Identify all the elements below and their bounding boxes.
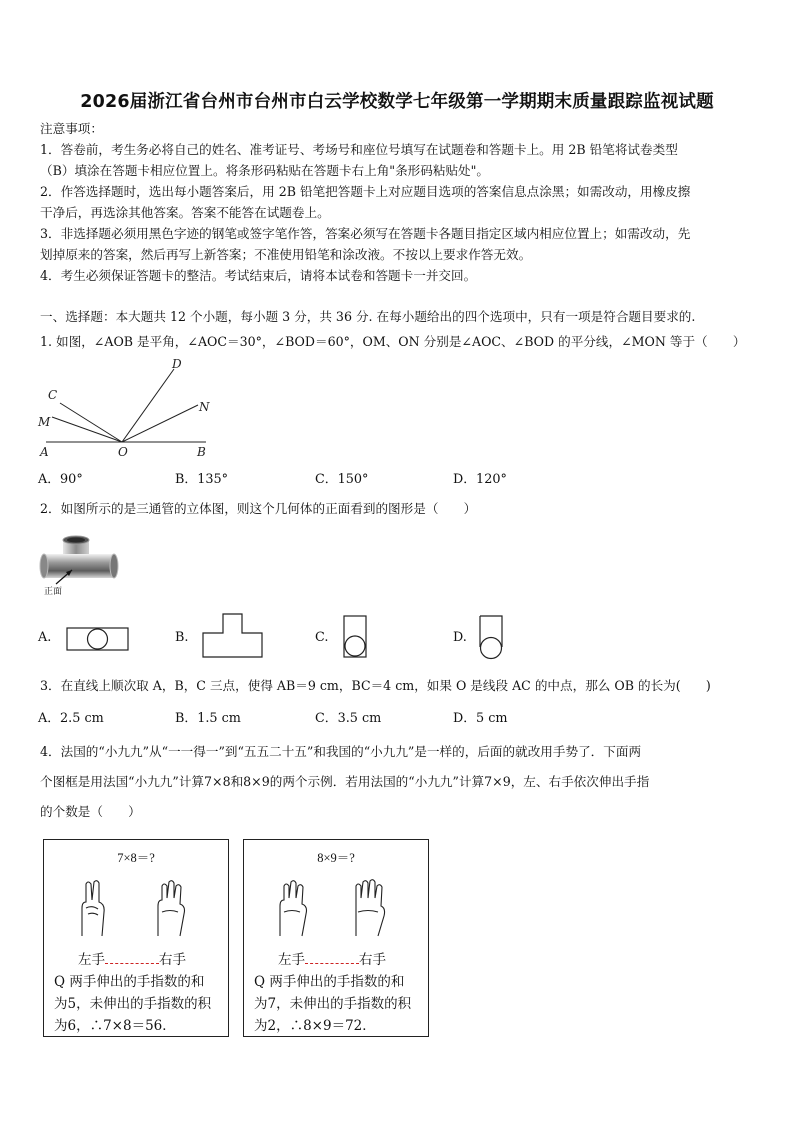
- left-hand-label: 左手: [78, 952, 105, 968]
- left-hand-label: 左手: [278, 952, 305, 968]
- question-2-stem: 2．如图所示的是三通管的立体图，则这个几何体的正面看到的图形是（ ）: [40, 501, 477, 516]
- notice-line: 干净后，再选涂其他答案。答案不能答在试题卷上。: [40, 205, 330, 220]
- question-4-line: 的个数是（ ）: [40, 804, 141, 819]
- box-equation: 7×8＝?: [117, 851, 155, 865]
- option-d-figure: [477, 614, 507, 662]
- question-4-line: 个图框是用法国“小九九”计算7×8和8×9的两个示例．若用法国的“小九九”计算7×9，左、右手依次伸出手指: [40, 774, 650, 789]
- q2-option-a[interactable]: A.: [38, 630, 52, 645]
- notice-line: 划掉原来的答案，然后再写上新答案；不准使用铅笔和涂改液。不按以上要求作答无效。: [40, 247, 532, 262]
- question-1-stem: 1. 如图，∠AOB 是平角，∠AOC＝30°，∠BOD＝60°，OM、ON 分别是∠AOC、∠BOD 的平分线，∠MON 等于（ ）: [40, 334, 746, 349]
- q1-option-a[interactable]: A．90°: [38, 472, 83, 487]
- box-text-line: Q 两手伸出的手指数的和: [254, 974, 405, 990]
- label-M: M: [38, 415, 51, 429]
- q1-option-b[interactable]: B．135°: [175, 472, 229, 487]
- q2-option-d[interactable]: D.: [453, 630, 467, 645]
- notice-heading: 注意事项：: [40, 121, 103, 136]
- box-text-line: 为2，∴8×9＝72．: [254, 1018, 376, 1034]
- q3-option-d[interactable]: D．5 cm: [453, 711, 508, 726]
- example-box-1: [43, 839, 229, 1037]
- label-B: B: [197, 445, 206, 459]
- page-title: 2026届浙江省台州市台州市白云学校数学七年级第一学期期末质量跟踪监视试题: [80, 92, 714, 112]
- q1-option-c[interactable]: C．150°: [315, 472, 369, 487]
- q1-option-d[interactable]: D．120°: [453, 472, 507, 487]
- q3-option-c[interactable]: C．3.5 cm: [315, 711, 382, 726]
- label-C: C: [48, 388, 58, 402]
- notice-line: （B）填涂在答题卡相应位置上。将条形码粘贴在答题卡右上角"条形码粘贴处"。: [40, 163, 490, 178]
- right-hand-label: 右手: [359, 952, 386, 968]
- option-b-figure: [201, 612, 265, 660]
- front-label: 正面: [44, 587, 63, 597]
- q3-option-b[interactable]: B．1.5 cm: [175, 711, 241, 726]
- answer-blank[interactable]: [305, 952, 359, 964]
- notice-line: 2．作答选择题时，选出每小题答案后，用 2B 铅笔把答题卡上对应题目选项的答案信息点涂黑；如需改动，用橡皮擦: [40, 184, 691, 199]
- right-hand-label: 右手: [159, 952, 186, 968]
- notice-line: 3．非选择题必须用黑色字迹的钢笔或签字笔作答，答案必须写在答题卡各题目指定区域内相应位置上；如需改动，先: [40, 226, 691, 241]
- angle-figure: [34, 355, 224, 460]
- option-c-figure: [341, 614, 371, 660]
- hand-gesture-icon: [274, 878, 404, 938]
- option-a-figure: [66, 626, 130, 654]
- q2-option-c[interactable]: C.: [315, 630, 329, 645]
- q3-option-a[interactable]: A．2.5 cm: [38, 711, 104, 726]
- notice-line: 1．答卷前，考生务必将自己的姓名、准考证号、考场号和座位号填写在试题卷和答题卡上。用 2B 铅笔将试卷类型: [40, 142, 678, 157]
- notice-line: 4．考生必须保证答题卡的整洁。考试结束后，请将本试卷和答题卡一并交回。: [40, 268, 477, 283]
- label-N: N: [199, 400, 210, 414]
- example-box-2: [243, 839, 429, 1037]
- box-text-line: 为7，未伸出的手指数的积: [254, 996, 412, 1012]
- label-D: D: [172, 357, 182, 371]
- hand-gesture-icon: [74, 878, 204, 938]
- tee-pipe-image: [38, 532, 120, 600]
- box-text-line: 为6，∴7×8＝56．: [54, 1018, 176, 1034]
- label-A: A: [40, 445, 49, 459]
- box-text-line: Q 两手伸出的手指数的和: [54, 974, 205, 990]
- label-O: O: [118, 445, 128, 459]
- box-text-line: 为5，未伸出的手指数的积: [54, 996, 212, 1012]
- section-heading: 一、选择题：本大题共 12 个小题，每小题 3 分，共 36 分. 在每小题给出的四个选项中，只有一项是符合题目要求的.: [40, 309, 696, 324]
- q2-option-b[interactable]: B.: [175, 630, 189, 645]
- question-4-line: 4．法国的“小九九”从“一一得一”到“五五二十五”和我国的“小九九”是一样的，后面的就改用手势了．下面两: [40, 744, 642, 759]
- question-3-stem: 3．在直线上顺次取 A，B，C 三点，使得 AB＝9 cm，BC＝4 cm，如果 O 是线段 AC 的中点，那么 OB 的长为( ): [40, 678, 711, 693]
- box-equation: 8×9＝?: [317, 851, 355, 865]
- answer-blank[interactable]: [105, 952, 159, 964]
